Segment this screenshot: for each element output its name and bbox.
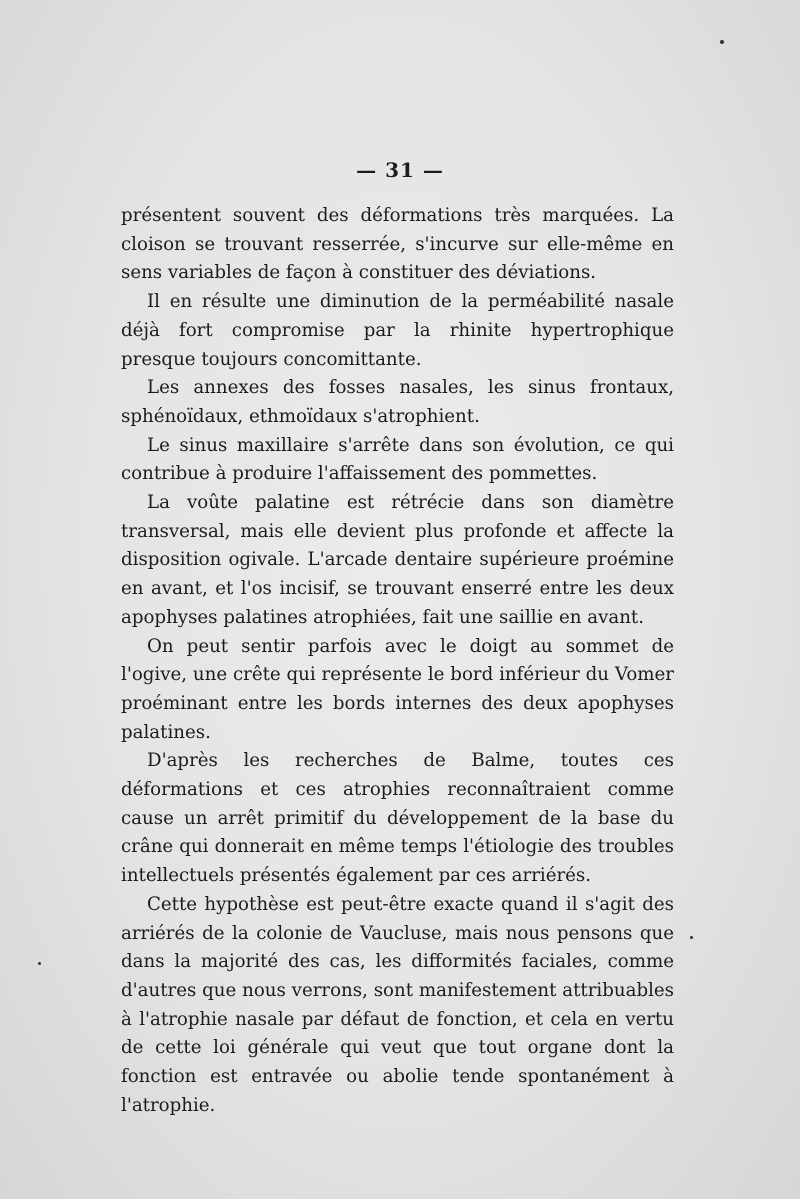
ink-speck: [38, 962, 41, 965]
paragraph: présentent souvent des déformations très marquées. La cloison se trouvant resserrée, s'incurve sur elle-même en sens variables de façon à constituer des déviations.: [121, 205, 674, 284]
paragraph: Les annexes des fosses nasales, les sinus frontaux, sphénoïdaux, ethmoïdaux s'atrophient.: [121, 377, 674, 427]
page-number: — 31 —: [356, 158, 444, 182]
paragraph: Cette hypothèse est peut-être exacte quand il s'agit des arriérés de la colonie de Vaucluse, mais nous pensons que dans la majorité des cas, les difformités faciales, comme d'autres que nous verrons, sont manifestement attribuables à l'atrophie nasale par défaut de fonction, et cela en vertu de cette loi générale qui veut que tout organe dont la fonction est entravée ou abolie tende spontanément à l'atrophie.: [121, 893, 674, 1116]
ink-speck: [720, 40, 724, 44]
paragraph: On peut sentir parfois avec le doigt au sommet de l'ogive, une crête qui représente le bord inférieur du Vomer proéminant entre les bords internes des deux apophyses palatines.: [121, 635, 674, 743]
paragraph: D'après les recherches de Balme, toutes ces déformations et ces atrophies reconnaîtraient comme cause un arrêt primitif du développement de la base du crâne qui donnerait en même temps l'étiologie des troubles intellectuels présentés également par ces arriérés.: [121, 750, 674, 887]
paragraph: Il en résulte une diminution de la perméabilité nasale déjà fort compromise par la rhinite hypertrophique presque toujours concomittante.: [121, 291, 674, 370]
paragraph: Le sinus maxillaire s'arrête dans son évolution, ce qui contribue à produire l'affaissement des pommettes.: [121, 434, 674, 485]
body-text: [121, 202, 674, 1121]
ink-speck: [690, 936, 693, 939]
paragraph: La voûte palatine est rétrécie dans son diamètre transversal, mais elle devient plus profonde et affecte la disposition ogivale. L'arcade dentaire supérieure proémine en avant, et l'os incisif, se trouvant enserré entre les deux apophyses palatines atrophiées, fait une saillie en avant.: [121, 492, 674, 628]
